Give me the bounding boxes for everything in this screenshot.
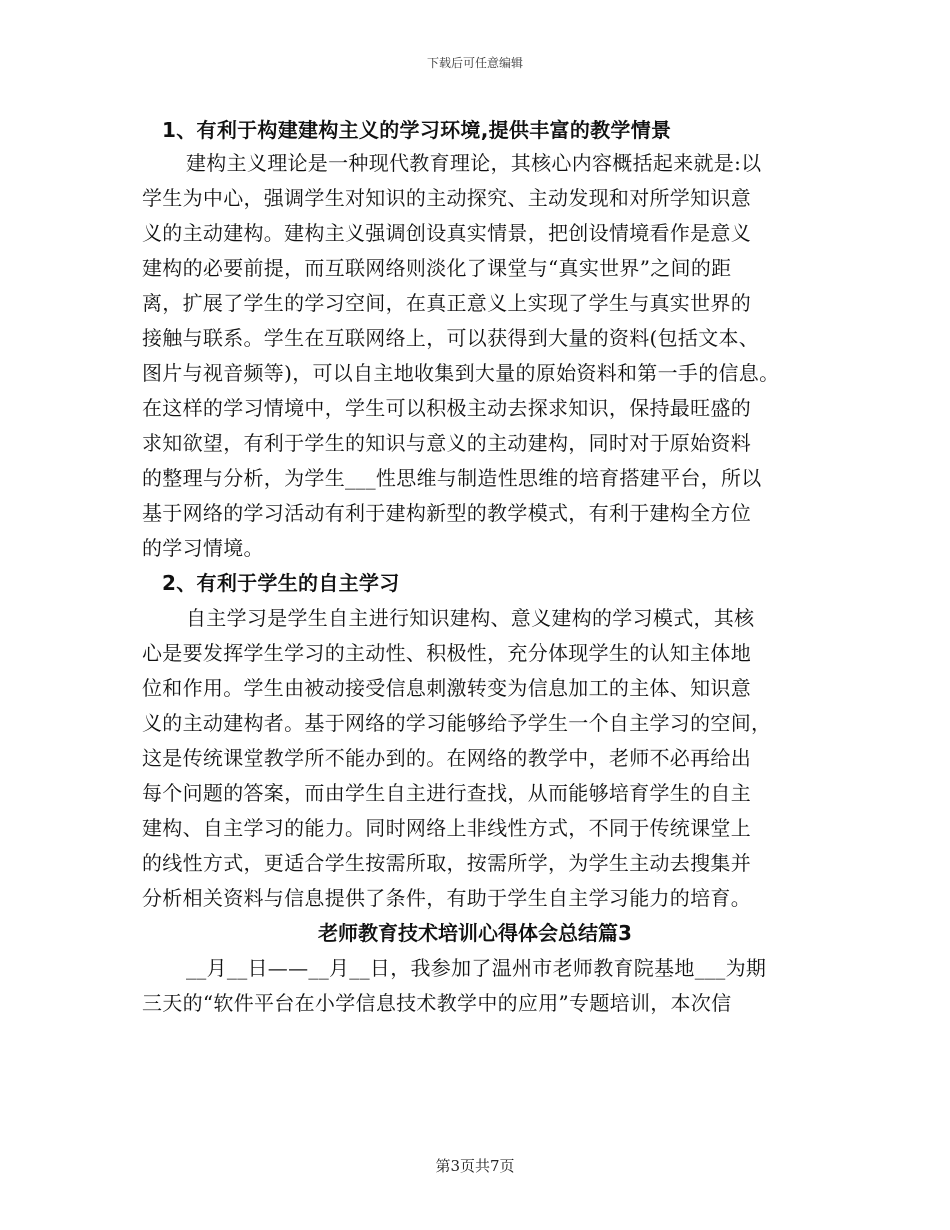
paragraph-line: 离，扩展了学生的学习空间，在真正意义上实现了学生与真实世界的 (142, 291, 751, 315)
paragraph-line: 学生为中心，强调学生对知识的主动探究、主动发现和对所学知识意 (142, 186, 751, 210)
paragraph-line: 接触与联系。学生在互联网络上，可以获得到大量的资料(包括文本、 (142, 326, 760, 350)
paragraph-line: 义的主动建构。建构主义强调创设真实情景，把创设情境看作是意义 (142, 221, 751, 245)
paragraph-line: 每个问题的答案，而由学生自主进行查找，从而能够培育学生的自主 (142, 781, 751, 805)
paragraph-line: 位和作用。学生由被动接受信息刺激转变为信息加工的主体、知识意 (142, 676, 751, 700)
paragraph-line: 建构的必要前提，而互联网络则淡化了课堂与“真实世界”之间的距 (142, 256, 732, 280)
paragraph-line: 建构、自主学习的能力。同时网络上非线性方式，不同于传统课堂上 (142, 816, 751, 840)
paragraph-line: 基于网络的学习活动有利于建构新型的教学模式，有利于建构全方位 (142, 501, 751, 525)
paragraph-line: 三天的“软件平台在小学信息技术教学中的应用”专题培训，本次信 (142, 991, 732, 1015)
paragraph-line: 的学习情境。 (142, 536, 264, 560)
paragraph-line: 图片与视音频等)，可以自主地收集到大量的原始资料和第一手的信息。 (142, 361, 780, 385)
paragraph-line: 求知欲望，有利于学生的知识与意义的主动建构，同时对于原始资料 (142, 431, 751, 455)
paragraph-line: 义的主动建构者。基于网络的学习能够给予学生一个自主学习的空间， (142, 711, 772, 735)
paragraph-line: 的线性方式，更适合学生按需所取，按需所学，为学生主动去搜集并 (142, 851, 751, 875)
paragraph-line: 心是要发挥学生学习的主动性、积极性，充分体现学生的认知主体地 (142, 641, 751, 665)
page-footer: 第3页共7页 (435, 1157, 515, 1175)
paragraph-line: __月__日——__月__日，我参加了温州市老师教育院基地___为期 (186, 956, 767, 980)
paragraph-line: 的整理与分析，为学生___性思维与制造性思维的培育搭建平台，所以 (142, 466, 762, 490)
section-3-title: 老师教育技术培训心得体会总结篇3 (318, 921, 632, 945)
page-header: 下载后可任意编辑 (426, 56, 523, 70)
section-2-heading: 2、有利于学生的自主学习 (162, 571, 400, 595)
paragraph-line: 这是传统课堂教学所不能办到的。在网络的教学中，老师不必再给出 (142, 746, 751, 770)
paragraph-line: 分析相关资料与信息提供了条件，有助于学生自主学习能力的培育。 (142, 886, 751, 910)
paragraph-line: 在这样的学习情境中，学生可以积极主动去探求知识，保持最旺盛的 (142, 396, 751, 420)
section-1-heading: 1、有利于构建建构主义的学习环境,提供丰富的教学情景 (162, 118, 672, 142)
paragraph-line: 自主学习是学生自主进行知识建构、意义建构的学习模式，其核 (186, 606, 755, 630)
paragraph-line: 建构主义理论是一种现代教育理论，其核心内容概括起来就是:以 (186, 151, 762, 175)
